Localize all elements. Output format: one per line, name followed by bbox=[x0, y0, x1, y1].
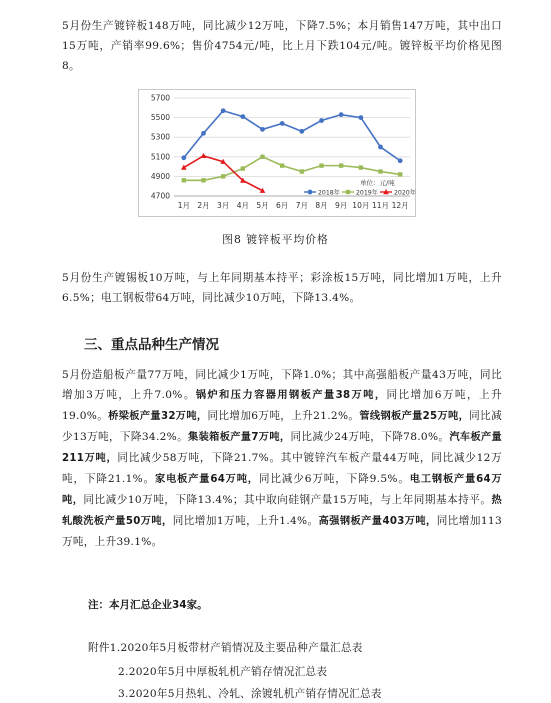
bold-pickled: 热轧酸洗板产量50万吨， bbox=[62, 495, 502, 527]
y-tick-label: 5300 bbox=[150, 132, 170, 142]
data-point bbox=[398, 158, 403, 163]
data-point bbox=[359, 165, 363, 169]
data-point bbox=[308, 190, 313, 195]
data-point bbox=[260, 155, 264, 159]
data-point bbox=[339, 112, 344, 117]
x-tick-label: 9月 bbox=[335, 201, 348, 210]
text-high-strength: 同比增加113万吨，上升39.1%。 bbox=[62, 515, 502, 548]
x-tick-label: 6月 bbox=[276, 201, 289, 210]
attachment-1: 附件1.2020年5月板带材产销情况及主要品种产量汇总表 bbox=[88, 642, 363, 654]
section-heading: 三、重点品种生产情况 bbox=[84, 337, 219, 353]
data-point bbox=[319, 118, 324, 123]
paragraph-galvanized: 5月份生产镀锌板148万吨，同比减少12万吨，下降7.5%；本月销售147万吨，其中出口15万吨，产销率99.6%；售价4754元/吨，比上月下跌104元/吨。镀锌板平均价格见图8。 bbox=[62, 20, 502, 72]
data-point bbox=[240, 114, 245, 119]
text-bridge: 同比增加6万吨，上升21.2%。 bbox=[207, 410, 360, 422]
text-electrical: 同比减少10万吨，下降13.4%；其中取向硅钢产量15万吨，与上年同期基本持平。 bbox=[83, 494, 492, 506]
x-tick-label: 12月 bbox=[391, 201, 409, 210]
text-container: 同比减少24万吨，下降78.0%。 bbox=[290, 431, 450, 443]
y-tick-label: 5500 bbox=[150, 113, 170, 123]
data-point bbox=[201, 131, 206, 136]
bold-auto: 汽车板产量211万吨， bbox=[62, 432, 503, 464]
attachment-2: 2.2020年5月中厚板轧机产销存情况汇总表 bbox=[118, 666, 328, 678]
data-point bbox=[378, 145, 383, 150]
bold-container: 集装箱板产量7万吨， bbox=[188, 432, 291, 443]
data-point bbox=[358, 115, 363, 120]
y-tick-label: 4700 bbox=[150, 191, 170, 201]
note: 注：本月汇总企业34家。 bbox=[88, 599, 208, 611]
data-point bbox=[378, 169, 382, 173]
x-tick-label: 2月 bbox=[197, 201, 210, 210]
y-tick-label: 5700 bbox=[150, 93, 170, 103]
bold-pipeline: 管线钢板产量25万吨， bbox=[359, 411, 470, 422]
data-point bbox=[299, 129, 304, 134]
data-point bbox=[398, 172, 402, 176]
data-point bbox=[319, 163, 323, 167]
chart-frame bbox=[139, 90, 416, 217]
data-point bbox=[221, 174, 225, 178]
data-point bbox=[201, 178, 205, 182]
bold-boiler: 锅炉和压力容器用钢板产量38万吨， bbox=[195, 390, 387, 401]
legend-label: 2018年 bbox=[318, 189, 340, 197]
data-point bbox=[346, 190, 350, 194]
x-tick-label: 3月 bbox=[217, 201, 230, 210]
data-point bbox=[280, 121, 285, 126]
x-tick-label: 4月 bbox=[236, 201, 249, 210]
legend-label: 2020年 bbox=[394, 189, 416, 197]
legend-label: 2019年 bbox=[356, 189, 378, 197]
data-point bbox=[181, 155, 186, 160]
x-tick-label: 1月 bbox=[177, 201, 190, 210]
text-pickled: 同比增加1万吨，上升1.4%。 bbox=[172, 515, 319, 527]
text-appliance: 同比减少6万吨，下降9.5%。 bbox=[258, 473, 410, 485]
data-point bbox=[221, 108, 226, 113]
x-tick-label: 11月 bbox=[371, 201, 390, 210]
y-tick-label: 5100 bbox=[150, 152, 170, 162]
data-point bbox=[182, 178, 186, 182]
x-tick-label: 7月 bbox=[295, 201, 308, 210]
y-tick-label: 4900 bbox=[150, 171, 170, 181]
bold-high-strength: 高强钢板产量403万吨， bbox=[318, 516, 437, 527]
data-point bbox=[280, 163, 284, 167]
paragraph-key-products bbox=[62, 365, 502, 552]
price-chart-svg bbox=[138, 89, 416, 217]
text-boiler: 同比增加6万吨，上升19.0%。 bbox=[62, 389, 502, 422]
x-tick-label: 8月 bbox=[315, 201, 328, 210]
paragraph-tinplate: 5月份生产镀锡板10万吨，与上年同期基本持平；彩涂板15万吨，同比增加1万吨，上升6.5%；电工钢板带64万吨，同比减少10万吨，下降13.4%。 bbox=[62, 272, 502, 304]
figure-caption: 图8 镀锌板平均价格 bbox=[222, 233, 329, 246]
x-tick-label: 10月 bbox=[352, 201, 370, 210]
x-tick-label: 5月 bbox=[256, 201, 269, 210]
attachment-3: 3.2020年5月热轧、冷轧、涂镀轧机产销存情况汇总表 bbox=[118, 688, 382, 700]
price-chart bbox=[138, 89, 416, 217]
data-point bbox=[300, 169, 304, 173]
text-pipeline: 同比减少13万吨，下降34.2%。 bbox=[62, 410, 502, 443]
bold-bridge: 桥梁板产量32万吨， bbox=[108, 411, 208, 422]
text-shipbuilding: 5月份造船板产量77万吨，同比减少1万吨，下降1.0%；其中高强船板产量43万吨，同比增加3万吨，上升7.0%。 bbox=[62, 369, 502, 401]
unit-label: 单位：元/吨 bbox=[360, 179, 395, 187]
text-auto: 同比减少58万吨，下降21.7%。其中镀锌汽车板产量44万吨，同比减少12万吨，下降21.1%。 bbox=[62, 452, 502, 485]
bold-electrical: 电工钢板产量64万吨， bbox=[62, 474, 502, 506]
bold-appliance: 家电板产量64万吨， bbox=[155, 474, 259, 485]
data-point bbox=[241, 166, 245, 170]
data-point bbox=[339, 163, 343, 167]
data-point bbox=[260, 127, 265, 132]
